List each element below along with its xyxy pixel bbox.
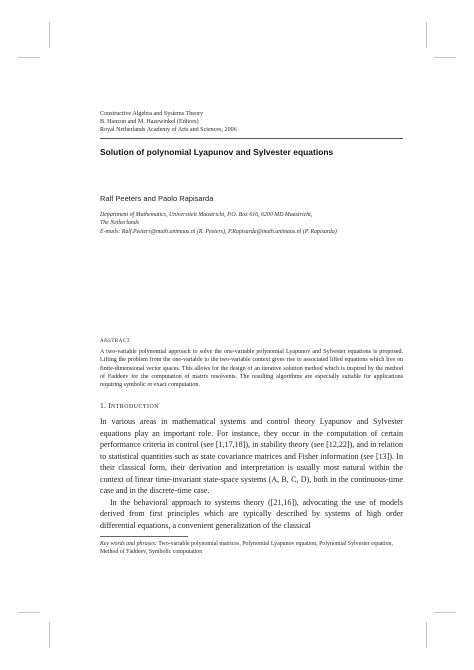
affiliation [100,211,403,236]
affiliation-emails: E-mails: Ralf.Peeters@math.unimaas.nl (R. Peeters), P.Rapisarda@math.unimaas.nl (P. Rapisarda) [100,228,337,235]
authors: Ralf Peeters and Paolo Rapisarda [100,194,214,203]
crop-mark-top-right-h [434,57,456,58]
crop-mark-bottom-left-v [49,622,50,648]
section-heading [100,401,403,410]
affiliation-line-1: Department of Mathematics, Universiteit Maastricht, P.O. Box 616, 6200 MD Maastricht, [100,212,313,218]
crop-mark-bottom-left-h [18,612,40,613]
footnote [100,540,403,556]
header-line-2: B. Hanzon and M. Hazewinkel (Editors) [100,119,199,125]
introduction-body [100,416,403,531]
header-rule [100,138,403,139]
header-line-1: Constructive Algebra and Systems Theory [100,111,204,117]
paper-page [100,110,403,556]
intro-paragraph-1: In various areas in mathematical systems and control theory Lyapunov and Sylvester equations play an important role. For instance, they occur in the computation of certain performance criteria in control (see [1,17,18]), in stability theory (see [12,22]), and in relation to statistical quantities such as state covariance matrices and Fisher information (see [13]). In their classical form, their derivation and interpretation is usually most natural within the context of linear time-invariant state-space systems (A, B, C, D), both in the continuous-time case and in the discrete-time case. [100,417,403,496]
crop-mark-bottom-right-v [426,622,427,648]
intro-paragraph-2: In the behavioral approach to systems theory ([21,16]), advocating the use of models derived from first principles which are typically described by systems of high order differential equations, a convenient generalization of the classical [100,497,403,530]
publication-header [100,110,403,134]
footnote-label: Key words and phrases: [100,541,157,548]
crop-mark-top-left-v [49,22,50,48]
section-first-letter: I [108,401,111,411]
footnote-rule [100,536,188,537]
crop-mark-top-left-h [18,57,40,58]
abstract-text: A two-variable polynomial approach to solve the one-variable polynomial Lyapunov and Sylvester equations is proposed. Lifting the problem from the one-variable to the two-variable context gives rise to associated lifted equations which live on finite-dimensional vector spaces. This allows for the design of an iterative solution method which is inspired by the method of Faddeev for the computation of matrix resolvents. The resulting algorithms are especially suitable for applications requiring symbolic or exact computation. [100,349,403,389]
crop-mark-bottom-right-h [434,612,456,613]
affiliation-line-2: The Netherlands [100,220,140,227]
paper-title: Solution of polynomial Lyapunov and Sylvester equations [100,147,334,157]
header-line-3: Royal Netherlands Academy of Arts and Sciences, 2006 [100,127,237,133]
abstract-heading: ABSTRACT [100,338,131,345]
footnote-text: Two-variable polynomial matrices, Polynomial Lyapunov equation, Polynomial Sylvester equation, Method of Faddeev, Symbolic computation [100,541,393,556]
crop-mark-top-right-v [426,22,427,48]
section-number: 1. [100,401,107,411]
section-title-rest: NTRODUCTION [110,404,159,411]
